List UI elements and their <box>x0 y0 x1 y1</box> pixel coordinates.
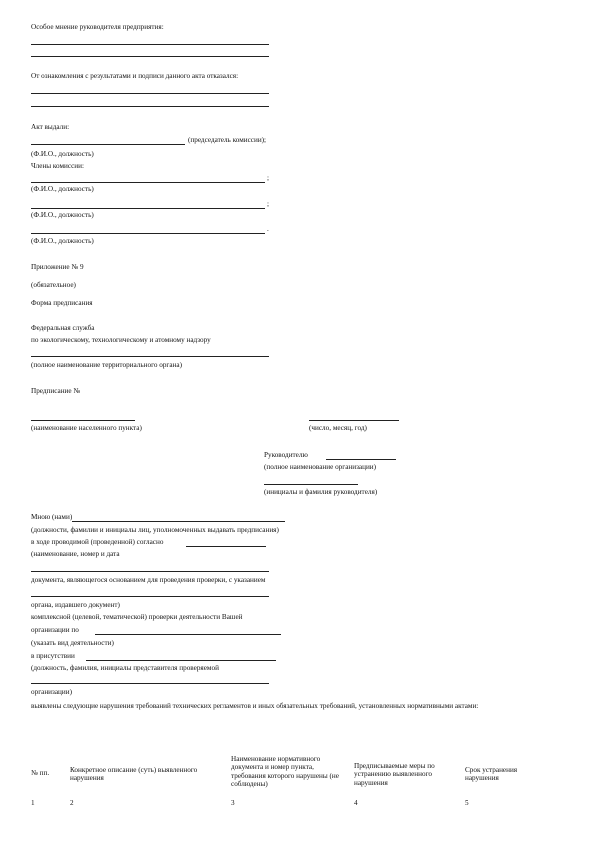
agency-line-1: Федеральная служба <box>31 324 95 332</box>
special-opinion-label: Особое мнение руководителя предприятия: <box>31 23 164 31</box>
table-column-number: 4 <box>354 799 358 807</box>
table-column-number: 1 <box>31 799 35 807</box>
table-header-number: № пп. <box>31 769 50 777</box>
presence-label: в присутствии <box>31 652 75 660</box>
representative-line <box>86 660 276 661</box>
locality-line <box>31 420 135 421</box>
document-line <box>31 571 269 572</box>
activity-caption: (указать вид деятельности) <box>31 639 114 647</box>
table-header-measures: Предписываемые меры по устранению выявленного нарушения <box>354 762 435 787</box>
head-label: Руководителю <box>264 451 308 459</box>
chairman-signature-line <box>31 144 185 145</box>
officials-caption: (должности, фамилии и инициалы лиц, уполномоченных выдавать предписания) <box>31 526 279 534</box>
fio-position-caption: (Ф.И.О., должность) <box>31 185 94 193</box>
members-label: Члены комиссии: <box>31 162 84 170</box>
organization-line <box>31 683 269 684</box>
act-issued-label: Акт выдали: <box>31 123 70 131</box>
member-signature-line-2 <box>31 208 265 209</box>
locality-caption: (наименование населенного пункта) <box>31 424 142 432</box>
officials-line <box>72 521 285 522</box>
head-line <box>326 459 396 460</box>
head-name-caption: (инициалы и фамилия руководителя) <box>264 488 378 496</box>
appendix-mandatory: (обязательное) <box>31 281 76 289</box>
separator: . <box>267 225 269 233</box>
fio-position-caption: (Ф.И.О., должность) <box>31 211 94 219</box>
table-header-regulation: Наименование нормативного документа и номер пункта, требования которого нарушены (не соблюдены) <box>231 755 339 788</box>
by-me-label: Мною (нами) <box>31 513 73 521</box>
chairman-label: (председатель комиссии); <box>188 136 267 144</box>
territorial-body-line <box>31 356 269 357</box>
separator: ; <box>267 174 269 182</box>
opinion-line-1 <box>31 44 269 45</box>
refusal-line-2 <box>31 106 269 107</box>
separator: ; <box>267 200 269 208</box>
appendix-title: Приложение № 9 <box>31 263 84 271</box>
name-number-date-caption: (наименование, номер и дата <box>31 550 120 558</box>
member-signature-line-3 <box>31 233 265 234</box>
basis-line <box>186 546 266 547</box>
fio-position-caption: (Ф.И.О., должность) <box>31 237 94 245</box>
table-header-deadline: Срок устранения нарушения <box>465 766 518 783</box>
table-column-number: 2 <box>70 799 74 807</box>
refusal-line-1 <box>31 93 269 94</box>
date-line <box>309 420 399 421</box>
date-caption: (число, месяц, год) <box>309 424 367 432</box>
acquaintance-refusal-label: От ознакомления с результатами и подписи данного акта отказался: <box>31 72 239 80</box>
violations-text: выявлены следующие нарушения требований технических регламентов и иных обязательных требований, установленных нормативными актами: <box>31 702 479 710</box>
inspection-type-text: комплексной (целевой, тематической) проверки деятельности Вашей <box>31 613 243 621</box>
activity-line <box>95 634 281 635</box>
prescription-title: Предписание № <box>31 387 81 395</box>
table-column-number: 3 <box>231 799 235 807</box>
form-title: Форма предписания <box>31 299 93 307</box>
representative-caption: (должность, фамилия, инициалы представителя проверяемой <box>31 664 219 672</box>
issuing-body-line <box>31 596 269 597</box>
territorial-body-caption: (полное наименование территориального органа) <box>31 361 182 369</box>
table-header-description: Конкретное описание (суть) выявленного нарушения <box>70 766 198 783</box>
inspection-text: в ходе проводимой (проведенной) согласно <box>31 538 164 546</box>
issuing-body-caption: органа, издавшего документ) <box>31 601 120 609</box>
fio-position-caption: (Ф.И.О., должность) <box>31 150 94 158</box>
organization-close-caption: организации) <box>31 688 72 696</box>
head-name-line <box>264 484 358 485</box>
member-signature-line-1 <box>31 182 265 183</box>
opinion-line-2 <box>31 56 269 57</box>
document-basis-caption: документа, являющегося основанием для проведения проверки, с указанием <box>31 576 266 584</box>
organization-caption: (полное наименование организации) <box>264 463 377 471</box>
organization-by-text: организации по <box>31 626 79 634</box>
agency-line-2: по экологическому, технологическому и атомному надзору <box>31 336 211 344</box>
table-column-number: 5 <box>465 799 469 807</box>
